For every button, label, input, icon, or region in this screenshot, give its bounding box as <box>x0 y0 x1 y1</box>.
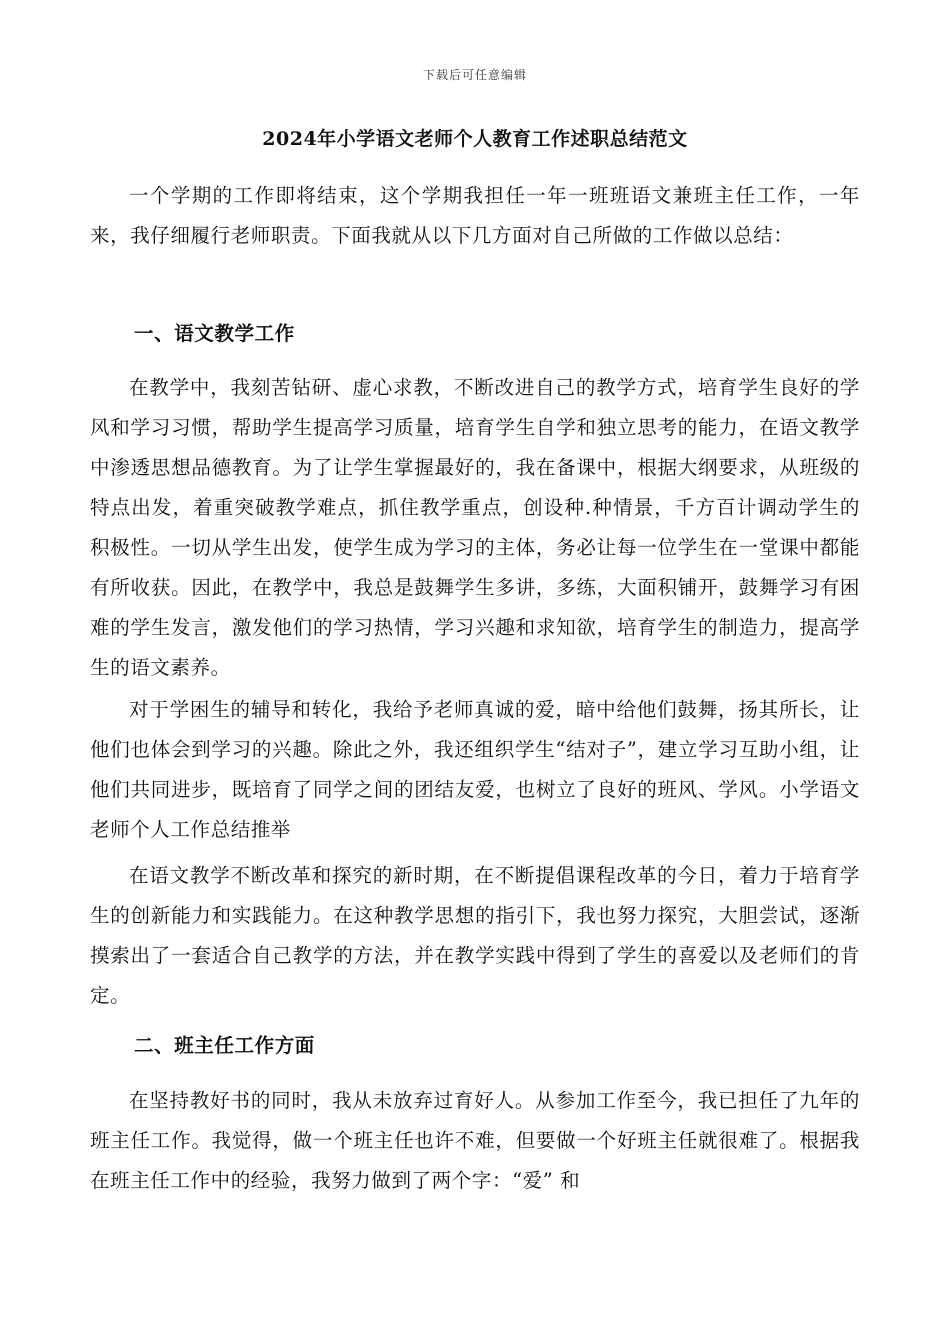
body-paragraph: 对于学困生的辅导和转化，我给予老师真诚的爱，暗中给他们鼓舞，扬其所长，让他们也体会到学习的兴趣。除此之外，我还组织学生“结对子”，建立学习互助小组，让他们共同进步，既培育了同学之间的团结友爱，也树立了良好的班风、学风。小学语文老师个人工作总结推举 <box>90 698 860 841</box>
section-heading-teaching: 一、语文教学工作 <box>134 322 295 345</box>
section-heading-class-teacher: 二、班主任工作方面 <box>134 1034 315 1057</box>
header-note: 下载后可任意编辑 <box>422 68 527 82</box>
intro-paragraph: 一个学期的工作即将结束，这个学期我担任一年一班班语文兼班主任工作，一年来，我仔细履行老师职责。下面我就从以下几方面对自己所做的工作做以总结： <box>90 184 860 247</box>
document-title: 2024年小学语文老师个人教育工作述职总结范文 <box>262 128 688 150</box>
body-paragraph: 在语文教学不断改革和探究的新时期，在不断提倡课程改革的今日，着力于培育学生的创新能力和实践能力。在这种教学思想的指引下，我也努力探究，大胆尝试，逐渐摸索出了一套适合自己教学的方法，并在教学实践中得到了学生的喜爱以及老师们的肯定。 <box>90 864 860 1007</box>
body-paragraph: 在坚持教好书的同时，我从未放弃过育好人。从参加工作至今，我已担任了九年的班主任工作。我觉得，做一个班主任也许不难，但要做一个好班主任就很难了。根据我在班主任工作中的经验，我努力做到了两个字：“爱” 和 <box>90 1089 860 1192</box>
body-paragraph: 在教学中，我刻苦钻研、虚心求教，不断改进自己的教学方式，培育学生良好的学风和学习习惯，帮助学生提高学习质量，培育学生自学和独立思考的能力，在语文教学中渗透思想品德教育。为了让学生掌握最好的，我在备课中，根据大纲要求，从班级的特点出发，着重突破教学难点，抓住教学重点，创设种.种情景，千方百计调动学生的积极性。一切从学生出发，使学生成为学习的主体，务必让每一位学生在一堂课中都能有所收获。因此，在教学中，我总是鼓舞学生多讲，多练，大面积铺开，鼓舞学习有困难的学生发言，激发他们的学习热情，学习兴趣和求知欲，培育学生的制造力，提高学生的语文素养。 <box>90 376 860 679</box>
